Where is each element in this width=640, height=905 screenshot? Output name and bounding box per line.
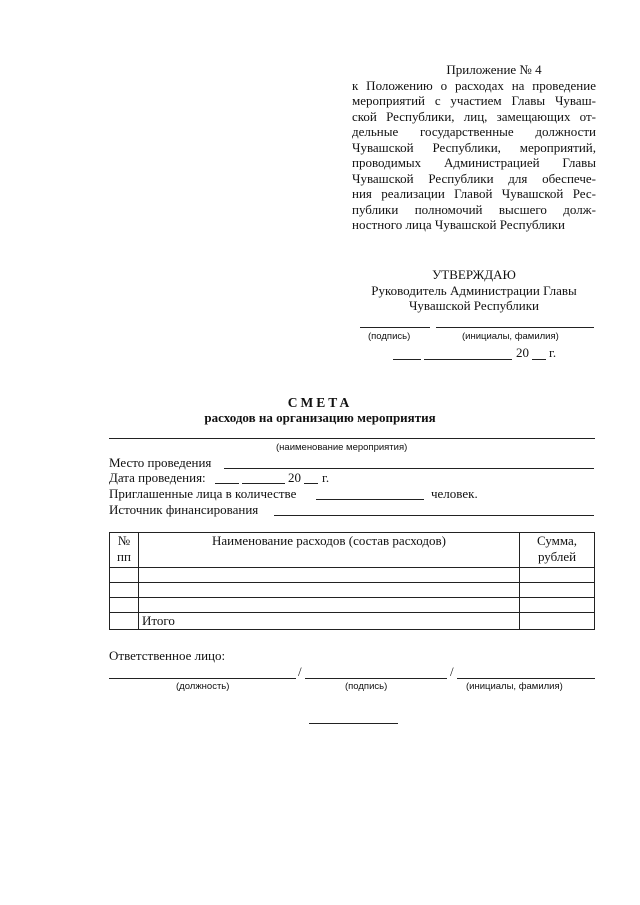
approval-name-line[interactable] — [436, 327, 594, 328]
appendix-line: публики полномочий высшего долж- — [352, 201, 596, 217]
approval-year-suffix: г. — [549, 345, 557, 360]
appendix-line: к Положению о расходах на проведение — [352, 77, 596, 93]
document-title: СМЕТА — [287, 395, 353, 410]
appendix-title: Приложение № 4 — [446, 62, 542, 77]
responsible-position-caption: (должность) — [176, 681, 230, 692]
date-month-line[interactable] — [242, 483, 285, 484]
document-subtitle: расходов на организацию мероприятия — [204, 410, 436, 425]
table-cell[interactable] — [138, 583, 519, 598]
appendix-line: проводимых Администрацией Главы — [352, 155, 596, 170]
appendix-line: Чувашской Республики, мероприятий, — [352, 139, 596, 155]
table-cell[interactable] — [520, 568, 595, 583]
total-sum-cell[interactable] — [520, 613, 595, 630]
closing-divider — [309, 723, 398, 724]
table-cell[interactable] — [110, 568, 139, 583]
event-name-caption: (наименование мероприятия) — [276, 442, 408, 453]
table-cell[interactable] — [520, 583, 595, 598]
table-total-row — [110, 613, 595, 630]
col-number-line2: пп — [117, 549, 131, 564]
venue-label: Место проведения — [109, 455, 212, 470]
col-name-header: Наименование расходов (состав расходов) — [138, 533, 519, 568]
approval-position-line1: Руководитель Администрации Главы — [371, 282, 577, 298]
approval-name-caption: (инициалы, фамилия) — [462, 331, 559, 342]
funding-label: Источник финансирования — [109, 502, 259, 517]
approval-heading: УТВЕРЖДАЮ — [432, 267, 516, 282]
guests-label: Приглашенные лица в количестве — [109, 486, 297, 501]
approval-year-prefix: 20 — [516, 345, 529, 360]
responsible-name-line[interactable] — [457, 678, 595, 679]
total-label: Итого — [138, 613, 519, 630]
responsible-separator: / — [450, 664, 454, 679]
approval-block — [352, 267, 596, 314]
date-year-prefix: 20 — [288, 470, 301, 485]
approval-signature-caption: (подпись) — [368, 331, 411, 342]
appendix-line: ния реализации Главой Чувашской Рес- — [352, 186, 596, 201]
col-number-header — [110, 533, 139, 568]
appendix-line: ской Республики, лиц, замещающих от- — [352, 108, 596, 124]
guests-count-line[interactable] — [316, 499, 424, 500]
date-label: Дата проведения: — [109, 470, 206, 485]
table-cell[interactable] — [138, 568, 519, 583]
approval-year-line[interactable] — [532, 359, 546, 360]
responsible-separator: / — [298, 664, 302, 679]
venue-input-line[interactable] — [224, 468, 594, 469]
table-row — [110, 598, 595, 613]
funding-input-line[interactable] — [274, 515, 594, 516]
col-sum-line1: Сумма, — [537, 533, 578, 548]
approval-position-line2: Чувашской Республики — [408, 298, 540, 313]
col-sum-line2: рублей — [537, 549, 577, 564]
appendix-text — [352, 78, 596, 233]
col-number-line1: № — [117, 533, 131, 548]
appendix-line: ностного лица Чувашской Республики — [352, 217, 565, 232]
event-name-line[interactable] — [109, 438, 595, 439]
date-year-suffix: г. — [322, 470, 330, 485]
appendix-line: дельные государственные должности — [352, 124, 596, 139]
table-header-row — [110, 533, 595, 568]
appendix-line: мероприятий с участием Главы Чуваш- — [352, 93, 596, 108]
appendix-block — [352, 62, 596, 233]
table-cell[interactable] — [110, 598, 139, 613]
table-cell[interactable] — [138, 598, 519, 613]
approval-month-line[interactable] — [424, 359, 512, 360]
responsible-label: Ответственное лицо: — [109, 648, 226, 663]
responsible-name-caption: (инициалы, фамилия) — [466, 681, 563, 692]
approval-day-line[interactable] — [393, 359, 421, 360]
responsible-signature-line[interactable] — [305, 678, 447, 679]
approval-signature-line[interactable] — [360, 327, 430, 328]
guests-suffix: человек. — [431, 486, 478, 501]
appendix-line: Чувашской Республики для обеспече- — [352, 170, 596, 186]
col-sum-header — [520, 533, 595, 568]
responsible-position-line[interactable] — [109, 678, 296, 679]
table-cell — [110, 613, 139, 630]
table-cell[interactable] — [110, 583, 139, 598]
date-year-line[interactable] — [304, 483, 318, 484]
table-row — [110, 568, 595, 583]
responsible-signature-caption: (подпись) — [345, 681, 388, 692]
date-day-line[interactable] — [215, 483, 239, 484]
expenses-table — [109, 532, 595, 630]
table-cell[interactable] — [520, 598, 595, 613]
table-row — [110, 583, 595, 598]
